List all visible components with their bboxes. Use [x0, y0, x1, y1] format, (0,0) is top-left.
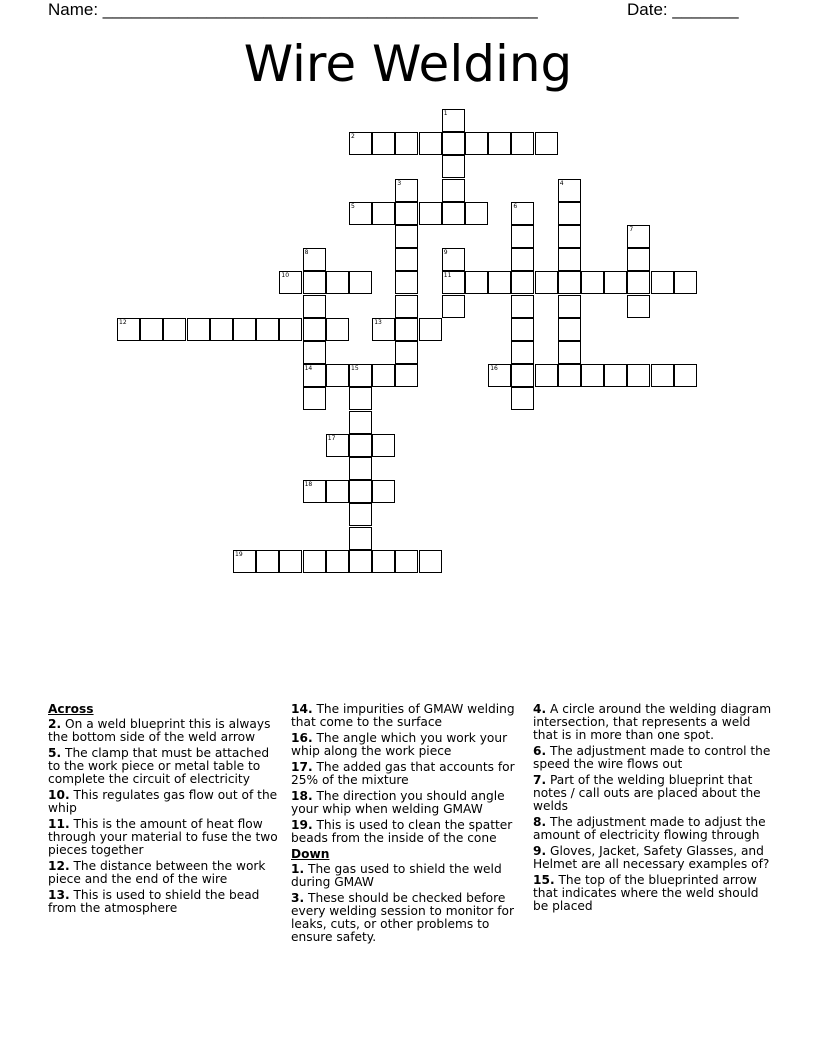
- clue-text: A circle around the welding diagram intersection, that represents a weld that is in more than one spot.: [533, 702, 772, 742]
- cell-number: 1: [443, 110, 448, 117]
- clue-number: 8.: [533, 815, 547, 829]
- clue-text: The distance between the work piece and the end of the wire: [48, 859, 266, 886]
- grid-cell[interactable]: [558, 225, 581, 248]
- clue-item: [291, 863, 523, 889]
- grid-cell[interactable]: [117, 318, 140, 341]
- cell-number: 9: [443, 249, 448, 257]
- clue-text: Part of the welding blueprint that notes / call outs are placed about the welds: [533, 773, 761, 813]
- grid-cell[interactable]: [279, 271, 302, 294]
- cell-number: 5: [351, 202, 355, 210]
- grid-cell[interactable]: [395, 132, 418, 155]
- grid-cell[interactable]: [511, 271, 534, 294]
- clue-item: [291, 892, 523, 944]
- clue-number: 2.: [48, 717, 62, 731]
- grid-cell[interactable]: [349, 503, 372, 526]
- clue-number: 11.: [48, 817, 70, 831]
- grid-cell[interactable]: [395, 318, 418, 341]
- cell-number: 13: [374, 318, 382, 326]
- grid-cell[interactable]: [303, 295, 326, 318]
- grid-cell[interactable]: [303, 341, 326, 364]
- grid-cell[interactable]: [511, 364, 534, 387]
- clue-column-2: [291, 703, 523, 947]
- clue-item: [48, 889, 280, 915]
- grid-cell[interactable]: [395, 341, 418, 364]
- grid-cell[interactable]: [349, 132, 372, 155]
- grid-cell[interactable]: [279, 550, 302, 573]
- cell-number: 3: [397, 179, 402, 187]
- grid-cell[interactable]: [372, 202, 395, 225]
- grid-cell[interactable]: [256, 318, 279, 341]
- cell-number: 2: [351, 133, 355, 141]
- grid-cell[interactable]: [558, 179, 581, 202]
- grid-cell[interactable]: [627, 364, 650, 387]
- clue-item: [48, 718, 280, 744]
- grid-cell[interactable]: [511, 387, 534, 410]
- grid-cell[interactable]: [558, 318, 581, 341]
- clue-item: [533, 845, 773, 871]
- grid-cell[interactable]: [442, 295, 465, 318]
- grid-cell[interactable]: [303, 248, 326, 271]
- grid-cell[interactable]: [511, 248, 534, 271]
- clue-item: [291, 819, 523, 845]
- grid-cell[interactable]: [395, 364, 418, 387]
- clue-number: 16.: [291, 731, 313, 745]
- clue-number: 17.: [291, 760, 313, 774]
- clue-item: [533, 774, 773, 813]
- grid-cell[interactable]: [442, 109, 465, 132]
- clue-text: The gas used to shield the weld during GMAW: [291, 862, 502, 889]
- grid-cell[interactable]: [303, 318, 326, 341]
- cell-number: 10: [281, 272, 290, 280]
- grid-cell[interactable]: [326, 271, 349, 294]
- down-clue-list: [291, 863, 523, 944]
- cell-number: 14: [304, 365, 313, 373]
- clue-text: Gloves, Jacket, Safety Glasses, and Helmet are all necessary examples of?: [533, 844, 770, 871]
- grid-cell[interactable]: [140, 318, 163, 341]
- grid-cell[interactable]: [442, 179, 465, 202]
- clue-text: The angle which you work your whip along the work piece: [291, 731, 508, 758]
- clue-number: 10.: [48, 788, 70, 802]
- grid-cell[interactable]: [511, 132, 534, 155]
- grid-cell[interactable]: [326, 550, 349, 573]
- across-clue-list-continued: [291, 703, 523, 845]
- down-clue-list-continued: [533, 703, 773, 913]
- clue-item: [291, 790, 523, 816]
- grid-cell[interactable]: [511, 341, 534, 364]
- clue-item: [533, 874, 773, 913]
- grid-cell[interactable]: [488, 364, 511, 387]
- grid-cell[interactable]: [372, 132, 395, 155]
- clue-text: These should be checked before every welding session to monitor for leaks, cuts, or other problems to ensure safety.: [291, 891, 515, 944]
- grid-cell[interactable]: [372, 434, 395, 457]
- grid-cell[interactable]: [627, 271, 650, 294]
- grid-cell[interactable]: [604, 364, 627, 387]
- clue-text: The clamp that must be attached to the work piece or metal table to complete the circuit of electricity: [48, 746, 270, 786]
- grid-cell[interactable]: [651, 364, 674, 387]
- grid-cell[interactable]: [349, 271, 372, 294]
- clue-text: The top of the blueprinted arrow that indicates where the weld should be placed: [533, 873, 759, 913]
- grid-cell[interactable]: [535, 364, 558, 387]
- clue-item: [533, 703, 773, 742]
- clue-item: [533, 745, 773, 771]
- clue-item: [291, 703, 523, 729]
- down-heading: Down: [291, 847, 330, 861]
- grid-cell[interactable]: [303, 271, 326, 294]
- clue-item: [48, 818, 280, 857]
- grid-cell[interactable]: [604, 271, 627, 294]
- page-title: Wire Welding: [243, 35, 573, 93]
- grid-cell[interactable]: [419, 318, 442, 341]
- cell-number: 18: [304, 481, 313, 489]
- cell-number: 19: [235, 550, 243, 558]
- grid-cell[interactable]: [326, 480, 349, 503]
- date-field: Date: _______: [627, 0, 739, 19]
- grid-cell[interactable]: [279, 318, 302, 341]
- grid-cell[interactable]: [465, 132, 488, 155]
- grid-cell[interactable]: [627, 295, 650, 318]
- grid-cell[interactable]: [581, 271, 604, 294]
- grid-cell[interactable]: [581, 364, 604, 387]
- clue-text: This is used to clean the spatter beads from the inside of the cone: [291, 818, 513, 845]
- clue-number: 15.: [533, 873, 555, 887]
- grid-cell[interactable]: [349, 457, 372, 480]
- grid-cell[interactable]: [349, 202, 372, 225]
- clue-text: The direction you should angle your whip when welding GMAW: [291, 789, 505, 816]
- grid-cell[interactable]: [349, 550, 372, 573]
- grid-cell[interactable]: [233, 318, 256, 341]
- grid-cell[interactable]: [395, 550, 418, 573]
- grid-cell[interactable]: [326, 318, 349, 341]
- clue-number: 14.: [291, 702, 313, 716]
- grid-cell[interactable]: [419, 132, 442, 155]
- clue-item: [291, 761, 523, 787]
- grid-cell[interactable]: [558, 364, 581, 387]
- grid-cell[interactable]: [372, 364, 395, 387]
- clue-number: 9.: [533, 844, 547, 858]
- grid-cell[interactable]: [442, 248, 465, 271]
- grid-cell[interactable]: [651, 271, 674, 294]
- cell-number: 11: [443, 272, 452, 280]
- grid-cell[interactable]: [303, 364, 326, 387]
- clue-item: [48, 747, 280, 786]
- grid-cell[interactable]: [372, 480, 395, 503]
- grid-cell[interactable]: [349, 480, 372, 503]
- clue-text: On a weld blueprint this is always the bottom side of the weld arrow: [48, 717, 271, 744]
- grid-cell[interactable]: [419, 202, 442, 225]
- grid-cell[interactable]: [558, 202, 581, 225]
- cell-number: 16: [490, 365, 498, 373]
- cell-number: 7: [629, 226, 634, 233]
- cell-number: 12: [119, 318, 127, 326]
- grid-cell[interactable]: [442, 271, 465, 294]
- grid-cell[interactable]: [558, 271, 581, 294]
- cell-number: 4: [559, 179, 564, 187]
- grid-cell[interactable]: [395, 271, 418, 294]
- clue-column-1: [48, 703, 280, 918]
- grid-cell[interactable]: [349, 364, 372, 387]
- cell-number: 8: [304, 249, 309, 257]
- clue-number: 4.: [533, 702, 547, 716]
- clue-text: The added gas that accounts for 25% of the mixture: [291, 760, 515, 787]
- grid-cell[interactable]: [349, 527, 372, 550]
- clue-number: 5.: [48, 746, 62, 760]
- clue-number: 3.: [291, 891, 305, 905]
- clue-item: [533, 816, 773, 842]
- grid-cell[interactable]: [326, 434, 349, 457]
- across-clue-list: [48, 718, 280, 915]
- grid-cell[interactable]: [395, 179, 418, 202]
- grid-cell[interactable]: [303, 480, 326, 503]
- grid-cell[interactable]: [395, 225, 418, 248]
- clue-text: This is the amount of heat flow through your material to fuse the two pieces together: [48, 817, 278, 857]
- clue-number: 12.: [48, 859, 70, 873]
- grid-cell[interactable]: [442, 132, 465, 155]
- clue-text: The impurities of GMAW welding that come to the surface: [291, 702, 515, 729]
- grid-cell[interactable]: [627, 248, 650, 271]
- grid-cell[interactable]: [303, 550, 326, 573]
- grid-cell[interactable]: [349, 411, 372, 434]
- grid-cell[interactable]: [395, 248, 418, 271]
- grid-cell[interactable]: [256, 550, 279, 573]
- grid-cell[interactable]: [511, 318, 534, 341]
- grid-cell[interactable]: [465, 202, 488, 225]
- grid-cell[interactable]: [163, 318, 186, 341]
- cell-number: 17: [327, 434, 336, 442]
- clue-item: [291, 732, 523, 758]
- grid-cell[interactable]: [558, 248, 581, 271]
- grid-cell[interactable]: [535, 132, 558, 155]
- grid-cell[interactable]: [233, 550, 256, 573]
- clue-item: [48, 789, 280, 815]
- grid-cell[interactable]: [372, 318, 395, 341]
- grid-cell[interactable]: [442, 155, 465, 178]
- grid-cell[interactable]: [674, 271, 697, 294]
- grid-cell[interactable]: [558, 341, 581, 364]
- clue-text: The adjustment made to control the speed the wire flows out: [533, 744, 771, 771]
- grid-cell[interactable]: [511, 295, 534, 318]
- clue-number: 13.: [48, 888, 70, 902]
- clue-number: 19.: [291, 818, 313, 832]
- grid-cell[interactable]: [535, 271, 558, 294]
- cell-number: 15: [351, 365, 359, 373]
- grid-cell[interactable]: [488, 132, 511, 155]
- clue-column-3: [533, 703, 773, 916]
- grid-cell[interactable]: [210, 318, 233, 341]
- grid-cell[interactable]: [511, 202, 534, 225]
- clue-number: 1.: [291, 862, 305, 876]
- name-field: Name: ______________________________________________: [48, 0, 538, 19]
- grid-cell[interactable]: [511, 225, 534, 248]
- grid-cell[interactable]: [627, 225, 650, 248]
- grid-cell[interactable]: [349, 434, 372, 457]
- grid-cell[interactable]: [442, 202, 465, 225]
- clue-number: 7.: [533, 773, 547, 787]
- grid-cell[interactable]: [326, 364, 349, 387]
- grid-cell[interactable]: [303, 387, 326, 410]
- grid-cell[interactable]: [372, 550, 395, 573]
- grid-cell[interactable]: [488, 271, 511, 294]
- clue-text: This is used to shield the bead from the atmosphere: [48, 888, 260, 915]
- grid-cell[interactable]: [395, 202, 418, 225]
- clue-text: This regulates gas flow out of the whip: [48, 788, 278, 815]
- clue-number: 18.: [291, 789, 313, 803]
- grid-cell[interactable]: [395, 295, 418, 318]
- grid-cell[interactable]: [674, 364, 697, 387]
- grid-cell[interactable]: [465, 271, 488, 294]
- clue-text: The adjustment made to adjust the amount of electricity flowing through: [533, 815, 766, 842]
- grid-cell[interactable]: [558, 295, 581, 318]
- clue-number: 6.: [533, 744, 547, 758]
- cell-number: 6: [513, 202, 518, 210]
- grid-cell[interactable]: [419, 550, 442, 573]
- across-heading: Across: [48, 702, 94, 716]
- grid-cell[interactable]: [349, 387, 372, 410]
- grid-cell[interactable]: [187, 318, 210, 341]
- clue-item: [48, 860, 280, 886]
